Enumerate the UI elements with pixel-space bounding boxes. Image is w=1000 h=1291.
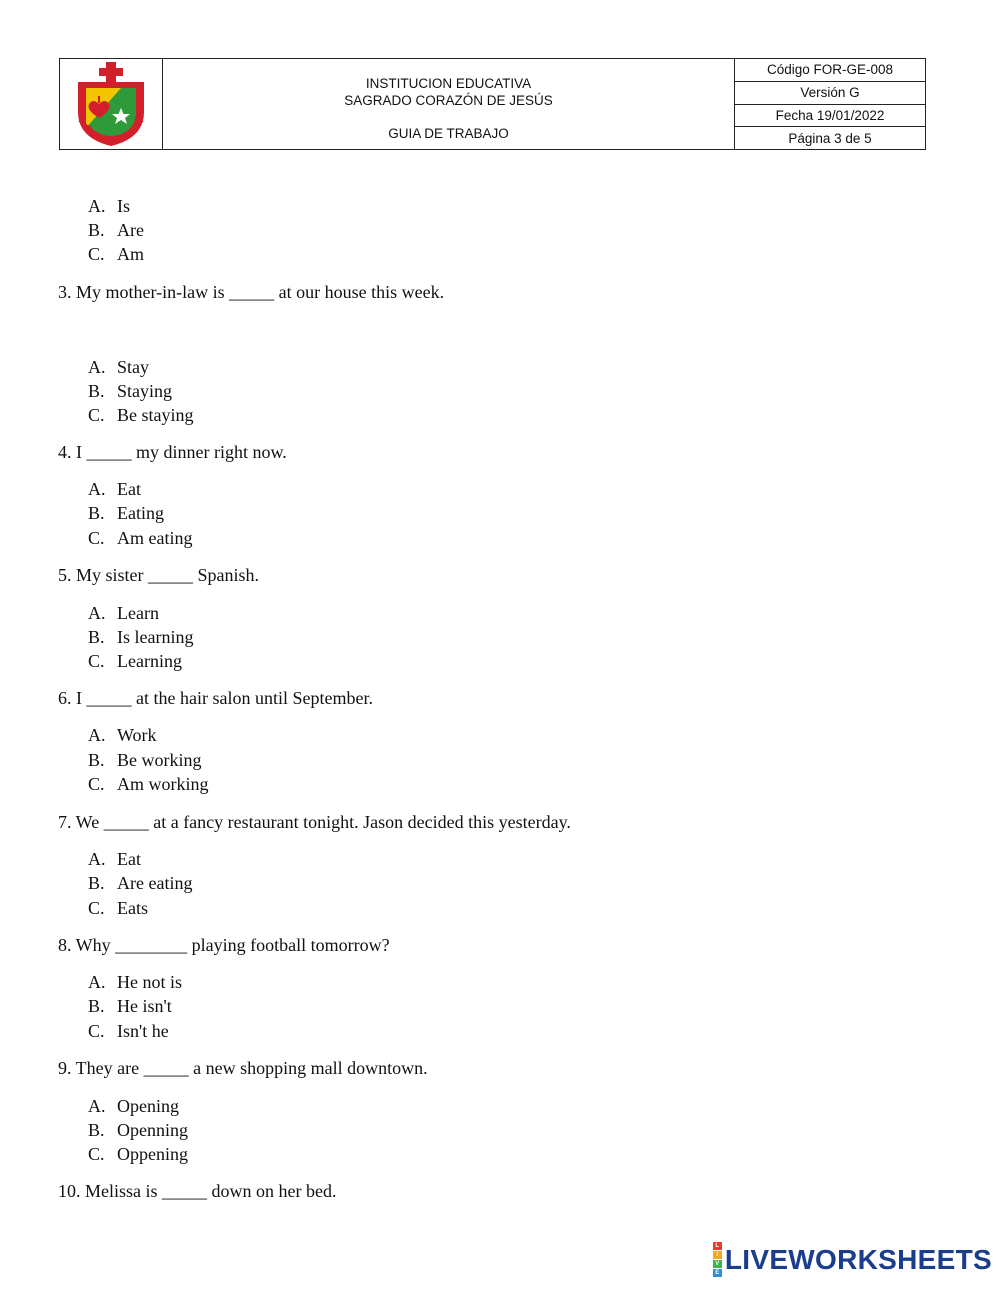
option-text: Eat [117,849,141,869]
answer-option[interactable] [88,725,157,746]
question-8: 8. Why ________ playing football tomorrow? [58,935,390,955]
answer-option[interactable] [88,1096,179,1117]
option-text: Are eating [117,873,193,893]
option-letter: C. [88,405,105,425]
question-7: 7. We _____ at a fancy restaurant tonight. Jason decided this yesterday. [58,812,571,832]
option-letter: B. [88,1120,105,1140]
answer-option[interactable] [88,972,182,993]
option-letter: A. [88,1096,106,1116]
brand-color-blocks [713,1242,722,1277]
option-text: Is learning [117,627,194,647]
option-text: He isn't [117,996,172,1016]
brand-name: LIVEWORKSHEETS [724,1243,992,1275]
answer-option[interactable] [88,627,193,648]
question-9: 9. They are _____ a new shopping mall downtown. [58,1058,428,1078]
option-text: Are [117,220,144,240]
option-text: Eats [117,898,148,918]
answer-option[interactable] [88,503,164,524]
option-letter: A. [88,725,106,745]
school-name: SAGRADO CORAZÓN DE JESÚS [344,93,553,108]
answer-option[interactable] [88,244,144,265]
answer-option[interactable] [88,405,194,426]
answer-option[interactable] [88,1120,188,1141]
answer-option[interactable] [88,528,192,549]
answer-option[interactable] [88,479,141,500]
answer-option[interactable] [88,774,209,795]
option-letter: C. [88,528,105,548]
document-version: Versión G [735,82,925,105]
option-text: Opening [117,1096,179,1116]
option-letter: B. [88,503,105,523]
option-letter: B. [88,750,105,770]
option-letter: C. [88,651,105,671]
option-letter: C. [88,244,105,264]
answer-option[interactable] [88,196,130,217]
option-letter: C. [88,774,105,794]
option-text: Isn't he [117,1021,169,1041]
option-text: Eating [117,503,164,523]
brand-block-e: E [713,1269,722,1277]
option-text: Am working [117,774,209,794]
answer-option[interactable] [88,603,159,624]
option-letter: A. [88,357,106,377]
option-text: Learn [117,603,159,623]
option-letter: C. [88,898,105,918]
brand-block-l: L [713,1242,722,1250]
question-10: 10. Melissa is _____ down on her bed. [58,1181,337,1201]
liveworksheets-logo[interactable] [713,1242,992,1277]
option-letter: A. [88,603,106,623]
option-text: Be working [117,750,202,770]
question-6: 6. I _____ at the hair salon until September. [58,688,373,708]
option-letter: C. [88,1144,105,1164]
question-4: 4. I _____ my dinner right now. [58,442,287,462]
answer-option[interactable] [88,849,141,870]
document-code: Código FOR-GE-008 [735,59,925,82]
option-text: Oppening [117,1144,188,1164]
option-letter: A. [88,479,106,499]
option-letter: B. [88,627,105,647]
answer-option[interactable] [88,996,172,1017]
option-letter: B. [88,381,105,401]
document-type: GUIA DE TRABAJO [388,126,509,141]
answer-option[interactable] [88,1144,188,1165]
option-text: Openning [117,1120,188,1140]
brand-block-v: V [713,1260,722,1268]
answer-option[interactable] [88,898,148,919]
institution-name: INSTITUCION EDUCATIVA [365,76,532,91]
question-3: 3. My mother-in-law is _____ at our house this week. [58,282,445,302]
option-text: Stay [117,357,150,377]
document-date: Fecha 19/01/2022 [735,105,925,128]
brand-block-i: I [713,1251,722,1259]
answer-option[interactable] [88,1021,169,1042]
option-text: Staying [117,381,173,401]
option-letter: A. [88,849,106,869]
option-text: Learning [117,651,182,671]
option-text: Work [117,725,157,745]
answer-option[interactable] [88,381,172,402]
answer-option[interactable] [88,357,149,378]
page-number: Página 3 de 5 [788,130,872,146]
option-text: Be staying [117,405,194,425]
answer-option[interactable] [88,750,202,771]
option-text: He not is [117,972,182,992]
option-letter: B. [88,220,105,240]
option-letter: C. [88,1021,105,1041]
answer-option[interactable] [88,873,192,894]
option-text: Am [117,244,144,264]
option-text: Is [117,196,130,216]
option-text: Eat [117,479,141,499]
option-letter: B. [88,996,105,1016]
option-letter: B. [88,873,105,893]
answer-option[interactable] [88,651,182,672]
question-5: 5. My sister _____ Spanish. [58,565,260,585]
option-text: Am eating [117,528,193,548]
answer-option[interactable] [88,220,144,241]
option-letter: A. [88,972,106,992]
option-letter: A. [88,196,106,216]
